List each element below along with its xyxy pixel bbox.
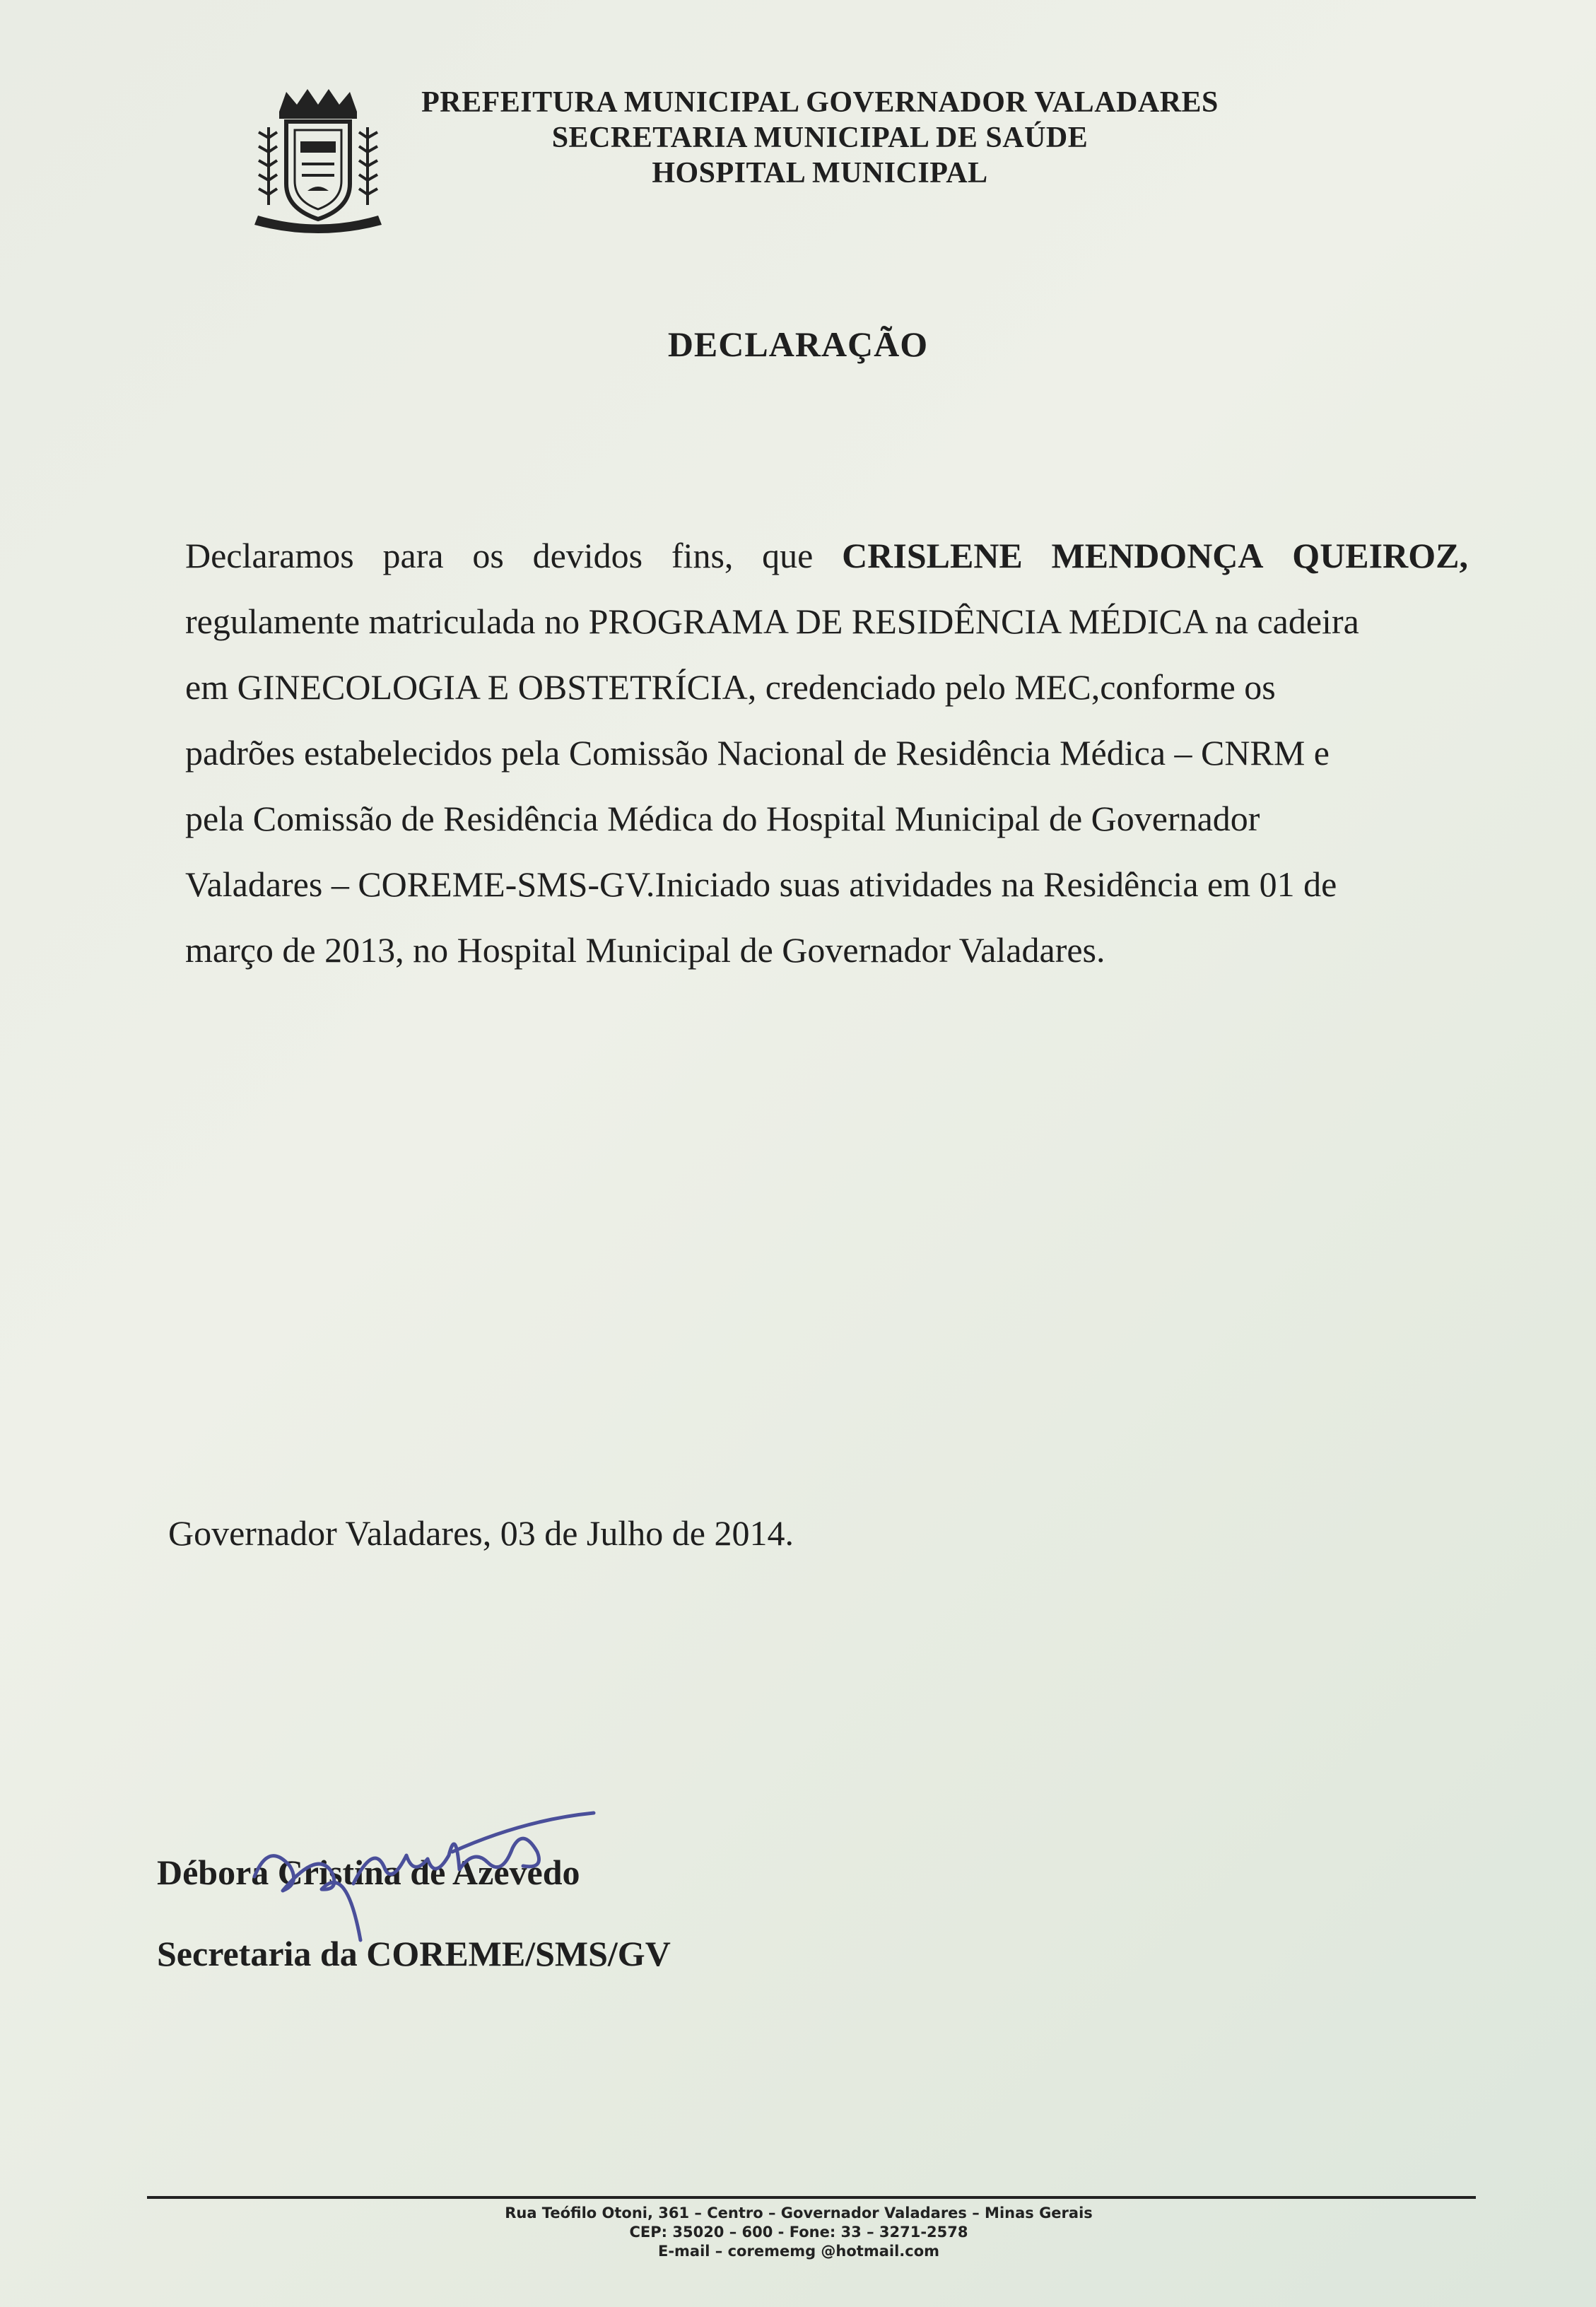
body-word: Declaramos [185, 536, 354, 575]
secretaria-line: SECRETARIA MUNICIPAL DE SAÚDE [551, 122, 1089, 154]
footer-address: Rua Teófilo Otoni, 361 – Centro – Governador Valadares – Minas Gerais [505, 2205, 1093, 2221]
body-text: pela Comissão de Residência Médica do Hospital Municipal de Governador [185, 799, 1260, 838]
signatory-name: Débora Cristina de Azevedo [157, 1853, 580, 1892]
body-word: devidos [532, 536, 643, 575]
signatory-role: Secretaria da COREME/SMS/GV [157, 1934, 671, 1973]
footer-divider [147, 2196, 1476, 2199]
footer-email: E-mail – corememg @hotmail.com [657, 2243, 940, 2260]
hospital-line: HOSPITAL MUNICIPAL [652, 157, 988, 189]
body-word: fins, [671, 536, 734, 575]
body-line-4 [185, 720, 1468, 786]
footer-contact [396, 2204, 1202, 2261]
body-line-2 [185, 589, 1468, 654]
body-text: Valadares – COREME-SMS-GV.Iniciado suas atividades na Residência em 01 de [185, 864, 1337, 904]
body-line-1 [185, 523, 1468, 589]
date-line: Governador Valadares, 03 de Julho de 2014. [168, 1513, 794, 1553]
body-line-5 [185, 786, 1468, 852]
body-text: março de 2013, no Hospital Municipal de Governador Valadares. [185, 930, 1105, 970]
resident-name-part: MENDONÇA [1051, 536, 1264, 575]
body-word: para [382, 536, 444, 575]
body-word: que [762, 536, 814, 575]
body-line-7 [185, 917, 1468, 983]
body-word: os [472, 536, 504, 575]
body-line-3 [185, 654, 1468, 720]
prefeitura-line: PREFEITURA MUNICIPAL GOVERNADOR VALADARES [421, 86, 1219, 119]
declaration-body [185, 523, 1468, 983]
resident-name-part: CRISLENE [842, 536, 1023, 575]
body-text: regulamente matriculada no PROGRAMA DE RESIDÊNCIA MÉDICA na cadeira [185, 601, 1359, 641]
coat-of-arms-icon [237, 85, 399, 240]
institution-header [396, 85, 1244, 191]
body-line-6 [185, 852, 1468, 917]
resident-name-part: QUEIROZ, [1292, 536, 1468, 575]
body-text: padrões estabelecidos pela Comissão Nacional de Residência Médica – CNRM e [185, 733, 1330, 773]
document-title: DECLARAÇÃO [667, 324, 929, 364]
body-text: em GINECOLOGIA E OBSTETRÍCIA, credenciado pelo MEC,conforme os [185, 667, 1276, 707]
footer-phone: CEP: 35020 – 600 - Fone: 33 – 3271-2578 [629, 2224, 968, 2241]
handwritten-signature [240, 1799, 608, 1947]
